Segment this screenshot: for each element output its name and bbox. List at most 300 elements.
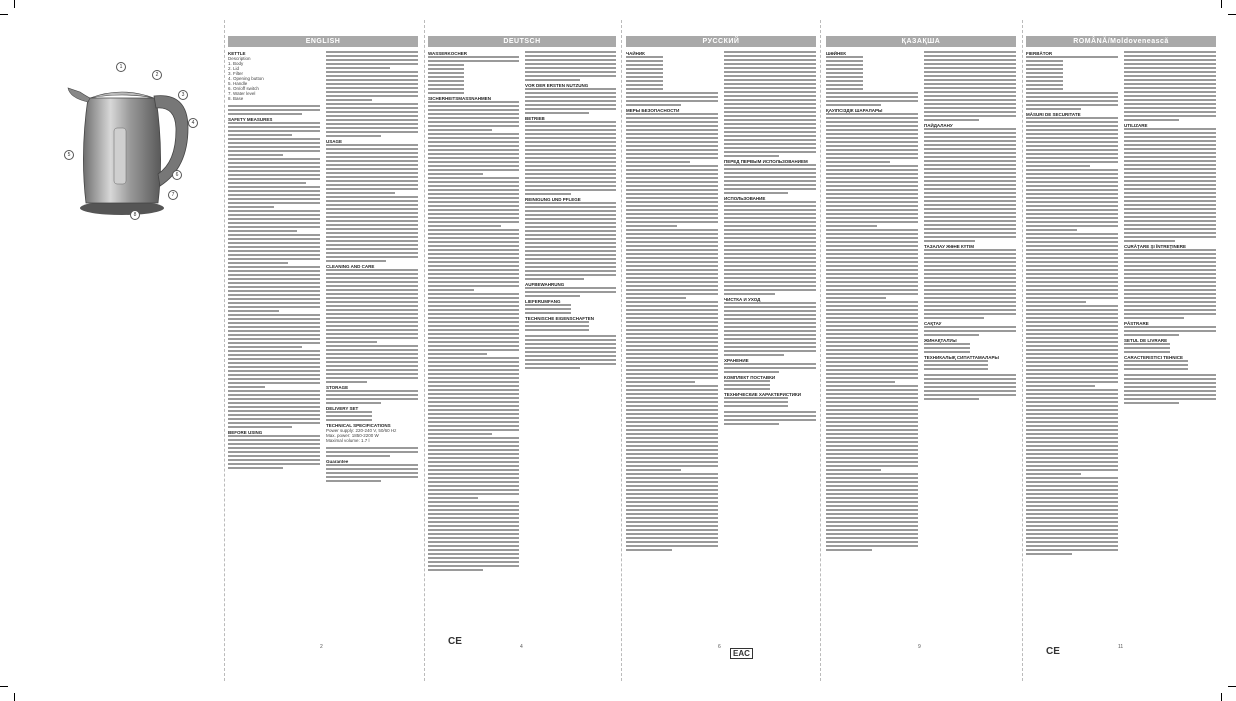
text-line: [428, 213, 519, 215]
romanian-col-2: [1124, 51, 1216, 557]
text-line: [326, 252, 418, 254]
text-line: [1026, 269, 1118, 271]
text-line: [724, 115, 816, 117]
text-line: [428, 557, 519, 559]
text-line: [924, 148, 1016, 150]
text-line: [428, 485, 519, 487]
text-line: [525, 88, 616, 90]
text-line: [525, 71, 616, 73]
text-line: [525, 278, 584, 280]
text-line: [626, 88, 663, 90]
text-line: [326, 188, 418, 190]
text-line: [525, 254, 616, 256]
text-line: [626, 80, 663, 82]
text-line: [724, 143, 816, 145]
section-heading: UTILIZARE: [1124, 123, 1148, 128]
text-line: [924, 382, 1016, 384]
section-heading: Guarantee: [326, 459, 349, 464]
text-line: [724, 188, 816, 190]
text-line: [228, 354, 320, 356]
text-line: [326, 381, 367, 383]
text-line: [326, 240, 418, 242]
text-line: [228, 138, 320, 140]
text-line: [626, 449, 718, 451]
text-line: [626, 529, 718, 531]
text-line: [228, 274, 320, 276]
text-line: [826, 377, 918, 379]
text-line: [1026, 205, 1118, 207]
text-line: [428, 145, 519, 147]
text-line: [525, 63, 616, 65]
text-line: [626, 397, 718, 399]
text-line: [228, 455, 320, 457]
text-line: [428, 265, 519, 267]
callout-6: 6: [172, 170, 182, 180]
text-line: [1026, 145, 1118, 147]
text-line: [924, 99, 1016, 101]
text-line: [626, 501, 718, 503]
text-line: [326, 415, 372, 417]
text-line: [724, 380, 770, 382]
text-line: [924, 261, 1016, 263]
text-line: [924, 265, 1016, 267]
text-line: [626, 173, 718, 175]
text-line: [428, 389, 519, 391]
section-heading: ЖИНАҚТАЛУЫ: [924, 338, 957, 343]
text-line: [924, 305, 1016, 307]
text-line: [826, 165, 918, 167]
text-row: [525, 299, 616, 304]
text-line: [724, 310, 816, 312]
text-line: [428, 525, 519, 527]
text-line: [326, 468, 418, 470]
text-line: [1124, 111, 1216, 113]
text-line: [1026, 549, 1118, 551]
text-line: [228, 158, 320, 160]
text-line: [826, 357, 918, 359]
text-line: [826, 277, 918, 279]
text-line: [626, 477, 718, 479]
text-line: [924, 224, 1016, 226]
text-line: [724, 237, 816, 239]
text-line: [228, 451, 320, 453]
text-line: [428, 129, 492, 131]
text-line: [525, 230, 616, 232]
text-line: [626, 465, 718, 467]
text-line: [1026, 349, 1118, 351]
text-line: [428, 353, 487, 355]
text-line: [826, 72, 863, 74]
text-line: [626, 285, 718, 287]
text-line: [228, 214, 320, 216]
text-line: [428, 225, 501, 227]
text-line: [326, 248, 418, 250]
text-line: [724, 269, 816, 271]
text-line: [626, 157, 718, 159]
text-line: [525, 238, 616, 240]
text-line: [626, 113, 718, 115]
text-line: [326, 451, 418, 453]
text-line: [724, 265, 816, 267]
english-col-2: [326, 51, 418, 484]
text-line: [826, 197, 918, 199]
text-line: [626, 72, 663, 74]
text-line: [1124, 224, 1216, 226]
text-line: [428, 261, 519, 263]
text-line: [525, 287, 616, 289]
text-line: [525, 165, 616, 167]
text-line: [626, 237, 718, 239]
text-line: [626, 133, 718, 135]
text-line: [228, 414, 320, 416]
text-line: [924, 273, 1016, 275]
text-line: [724, 111, 816, 113]
text-line: [228, 346, 302, 348]
text-line: [826, 157, 918, 159]
text-line: [1124, 277, 1216, 279]
section-heading: ТЕХНИЧЕСКИЕ ХАРАКТЕРИСТИКИ: [724, 392, 801, 397]
text-line: [1124, 95, 1216, 97]
text-line: [228, 234, 320, 236]
text-line: [924, 51, 1016, 53]
text-line: [228, 218, 320, 220]
text-line: [1026, 121, 1118, 123]
text-line: [428, 117, 519, 119]
text-line: [626, 353, 718, 355]
text-line: [1124, 398, 1216, 400]
text-line: [1124, 180, 1216, 182]
section-heading: FIERBĂTOR: [1026, 51, 1053, 56]
text-line: [924, 144, 1016, 146]
panel-english: [228, 36, 418, 676]
text-line: [626, 121, 718, 123]
text-line: [626, 473, 718, 475]
text-line: [326, 184, 418, 186]
text-line: [626, 229, 718, 231]
text-line: [428, 121, 519, 123]
text-line: [228, 374, 320, 376]
text-line: [228, 278, 320, 280]
text-line: [1026, 421, 1118, 423]
text-line: [826, 537, 918, 539]
text-line: [326, 176, 418, 178]
text-line: [1026, 249, 1118, 251]
text-line: [1124, 128, 1216, 130]
text-line: [525, 226, 616, 228]
text-line: [724, 221, 816, 223]
text-line: [724, 388, 770, 390]
text-line: [428, 553, 519, 555]
text-line: [626, 425, 718, 427]
text-line: [1026, 301, 1086, 303]
text-line: [326, 317, 418, 319]
text-line: [326, 476, 418, 478]
text-line: [1124, 281, 1216, 283]
text-line: [826, 361, 918, 363]
text-line: [1026, 261, 1118, 263]
text-line: [626, 401, 718, 403]
text-line: [924, 236, 1016, 238]
text-line: [428, 281, 519, 283]
text-line: [326, 472, 418, 474]
text-line: [326, 357, 418, 359]
text-line: [826, 513, 918, 515]
text-line: [1026, 233, 1118, 235]
text-line: [1026, 265, 1118, 267]
text-line: [724, 350, 816, 352]
text-line: [1026, 80, 1063, 82]
text-line: [1124, 368, 1188, 370]
crop-mark: [1228, 686, 1236, 687]
page-number: 11: [1118, 644, 1124, 650]
text-line: [724, 168, 816, 170]
text-line: [826, 269, 918, 271]
text-line: [724, 155, 779, 157]
text-line: [525, 129, 616, 131]
text-line: [326, 333, 418, 335]
text-line: [228, 350, 320, 352]
text-line: [1026, 433, 1118, 435]
text-line: [326, 204, 418, 206]
text-line: [1124, 119, 1179, 121]
text-line: [326, 200, 418, 202]
text-line: [228, 178, 320, 180]
text-line: [1026, 213, 1118, 215]
text-line: [1124, 360, 1188, 362]
section-heading: Description: [228, 56, 251, 61]
text-line: [428, 489, 519, 491]
section-heading: ЧИСТКА И УХОД: [724, 297, 761, 302]
text-line: [1026, 193, 1118, 195]
text-line: [228, 290, 320, 292]
text-line: [1026, 313, 1118, 315]
text-line: [626, 265, 718, 267]
text-line: [724, 322, 816, 324]
text-line: [1124, 196, 1216, 198]
text-line: [326, 144, 418, 146]
text-line: [826, 173, 918, 175]
text-line: [525, 185, 616, 187]
text-line: [428, 125, 519, 127]
text-line: [428, 64, 464, 66]
text-line: [826, 68, 863, 70]
text-line: [428, 277, 519, 279]
text-line: [428, 497, 478, 499]
text-line: [428, 541, 519, 543]
part-item: 6. On/off switch: [228, 86, 259, 91]
callout-5: 5: [64, 150, 74, 160]
text-line: [826, 125, 918, 127]
text-line: [1026, 453, 1118, 455]
crop-mark: [0, 686, 8, 687]
text-line: [228, 394, 320, 396]
text-line: [228, 258, 320, 260]
page-number: 2: [320, 644, 323, 650]
text-line: [428, 273, 519, 275]
text-line: [724, 245, 816, 247]
text-line: [326, 115, 418, 117]
text-line: [1026, 317, 1118, 319]
text-line: [826, 117, 918, 119]
text-line: [525, 214, 616, 216]
text-line: [428, 68, 464, 70]
text-line: [826, 92, 918, 94]
text-line: [826, 429, 918, 431]
fold-line: [820, 20, 821, 681]
text-line: [525, 157, 616, 159]
text-line: [626, 60, 663, 62]
text-line: [525, 304, 571, 306]
text-line: [626, 329, 718, 331]
text-line: [326, 337, 418, 339]
text-line: [826, 237, 918, 239]
text-line: [626, 409, 718, 411]
text-line: [228, 194, 320, 196]
text-line: [724, 289, 816, 291]
text-line: [428, 381, 519, 383]
text-line: [626, 269, 718, 271]
text-line: [525, 343, 616, 345]
crop-mark: [1221, 693, 1222, 701]
text-line: [1124, 293, 1216, 295]
text-line: [228, 146, 320, 148]
text-line: [724, 205, 816, 207]
text-line: [626, 137, 718, 139]
text-line: [525, 75, 616, 77]
text-line: [1026, 361, 1118, 363]
text-line: [626, 297, 686, 299]
text-line: [626, 481, 718, 483]
text-row: [1124, 355, 1216, 360]
text-line: [826, 393, 918, 395]
spec-item: Power supply: 220-240 V, 50/60 Hz: [326, 428, 397, 433]
text-line: [525, 321, 589, 323]
text-line: [428, 465, 519, 467]
text-line: [428, 209, 519, 211]
text-line: [924, 107, 1016, 109]
text-line: [1026, 369, 1118, 371]
text-line: [428, 401, 519, 403]
text-line: [1026, 409, 1118, 411]
text-line: [724, 277, 816, 279]
text-line: [826, 289, 918, 291]
text-line: [626, 193, 718, 195]
text-line: [525, 325, 589, 327]
text-line: [924, 75, 1016, 77]
text-line: [326, 71, 418, 73]
text-line: [428, 473, 519, 475]
text-line: [1124, 236, 1216, 238]
text-line: [428, 105, 519, 107]
text-line: [724, 75, 816, 77]
russian-col-1: [626, 51, 718, 553]
text-line: [626, 277, 718, 279]
text-line: [924, 293, 1016, 295]
text-line: [826, 137, 918, 139]
text-line: [428, 309, 519, 311]
text-line: [924, 317, 984, 319]
text-line: [1124, 265, 1216, 267]
text-line: [428, 193, 519, 195]
text-line: [326, 107, 418, 109]
text-line: [228, 210, 320, 212]
text-line: [428, 561, 519, 563]
text-line: [428, 337, 519, 339]
section-heading: MĂSURI DE SECURITATE: [1026, 112, 1081, 117]
callout-8: 8: [130, 210, 140, 220]
text-line: [428, 365, 519, 367]
text-line: [228, 402, 320, 404]
text-line: [626, 437, 718, 439]
text-line: [826, 253, 918, 255]
text-line: [924, 212, 1016, 214]
text-line: [1124, 330, 1216, 332]
text-line: [1026, 529, 1118, 531]
text-line: [228, 362, 320, 364]
text-line: [826, 84, 863, 86]
text-line: [228, 406, 320, 408]
text-line: [1124, 289, 1216, 291]
text-line: [1026, 92, 1118, 94]
text-line: [228, 439, 320, 441]
text-line: [826, 385, 918, 387]
text-line: [826, 481, 918, 483]
text-line: [428, 349, 519, 351]
text-line: [326, 152, 418, 154]
text-line: [428, 285, 519, 287]
text-line: [1026, 509, 1118, 511]
text-line: [626, 205, 718, 207]
text-line: [228, 378, 320, 380]
text-line: [1026, 477, 1118, 479]
text-line: [1026, 129, 1118, 131]
text-line: [626, 337, 718, 339]
text-line: [428, 333, 519, 335]
text-line: [724, 330, 816, 332]
text-line: [826, 373, 918, 375]
text-line: [326, 369, 418, 371]
text-row: [724, 159, 816, 164]
text-line: [525, 149, 616, 151]
text-line: [1124, 305, 1216, 307]
text-line: [1026, 108, 1081, 110]
text-line: [826, 545, 918, 547]
text-line: [1026, 393, 1118, 395]
text-line: [924, 204, 1016, 206]
text-line: [924, 398, 979, 400]
text-line: [924, 128, 1016, 130]
text-line: [428, 161, 519, 163]
section-heading: САҚТАУ: [924, 321, 942, 326]
text-line: [1124, 152, 1216, 154]
text-line: [1124, 59, 1216, 61]
text-line: [826, 549, 872, 551]
romanian-col-1: [1026, 51, 1118, 557]
text-line: [428, 137, 519, 139]
text-line: [1026, 553, 1072, 555]
text-line: [525, 181, 616, 183]
section-heading: ТАЗАЛАУ ЖӘНЕ КҮТІМ: [924, 244, 974, 249]
text-line: [826, 313, 918, 315]
text-line: [228, 467, 283, 469]
text-line: [924, 360, 988, 362]
text-line: [724, 363, 816, 365]
text-line: [826, 185, 918, 187]
text-line: [626, 453, 718, 455]
part-item: 4. Opening button: [228, 76, 264, 81]
text-line: [525, 262, 616, 264]
text-line: [826, 177, 918, 179]
